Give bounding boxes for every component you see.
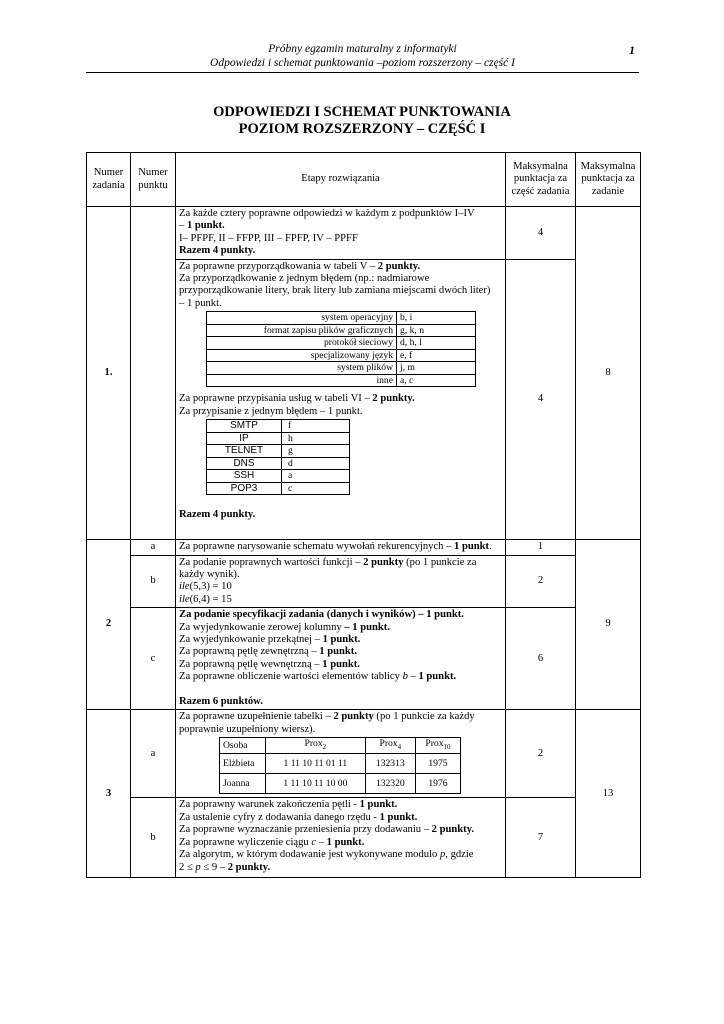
col-max-task: Maksymalna punktacja za zadanie [576,153,641,207]
table-row: specjalizowany język e, f [207,349,476,362]
page-number: 1 [629,43,635,57]
document-title: ODPOWIEDZI I SCHEMAT PUNKTOWANIA [213,104,511,120]
prox-table [219,737,461,794]
table-row: POP3 c [207,482,350,495]
table-row [87,539,641,555]
point-number: a [131,539,176,555]
task-number: 1. [87,207,131,540]
table-row: format zapisu plików graficznych g, k, n [207,324,476,337]
point-number: b [131,555,176,608]
table-row: IP h [207,432,350,445]
page-header [86,43,639,73]
table-row: inne a, c [207,374,476,387]
col-task-number: Numer zadania [87,153,131,207]
part-points: 4 [506,259,576,539]
table-row: system plików j, m [207,362,476,375]
part-points: 1 [506,539,576,555]
task-number: 2 [87,539,131,710]
point-number [131,207,176,540]
point-number: c [131,608,176,710]
table-row: SMTP f [207,420,350,433]
table-row: protokół sieciowy d, h, l [207,337,476,350]
table-header-row [87,153,641,207]
table-row: Osoba Prox$_2$ Prox$_4$ Prox$_{10}$ [220,738,461,754]
table-vi [206,419,350,495]
solution-stage: Za poprawny warunek zakończenia pętli - 1 punkt. Za ustalenie cyfry z dodawania danego rzędu - 1 punkt. Za poprawne wyznaczanie przeniesienia przy dodawaniu – 2 punkty. Za poprawne wyliczenie ciągu c – 1 punkt. Za algorytm, w którym dodawanie jest wykonywane modulo p, gdzie 2 ≤ p ≤ 9 – 2 punkty. [176,798,506,878]
document-subtitle: POZIOM ROZSZERZONY – CZĘŚĆ I [238,121,486,137]
table-row: SSH a [207,470,350,483]
table-row: DNS d [207,457,350,470]
scoring-table [86,152,641,878]
solution-stage: Za każde cztery poprawne odpowiedzi w każdym z podpunktów I–IV – 1 punkt. I– PFPF, II – FFPP, III – FPFP, IV – PPFF Razem 4 punkty. [176,207,506,260]
table-row [87,798,641,878]
part-points: 4 [506,207,576,260]
solution-stage: Za podanie specyfikacji zadania (danych i wyników) – 1 punkt. Za wyjedynkowanie zerowej kolumny – 1 punkt. Za wyjedynkowanie przekątnej – 1 punkt. Za poprawną pętlę zewnętrzną – 1 punkt. Za poprawną pętlę wewnętrzną – 1 punkt. Za poprawne obliczenie wartości elementów tablicy b – 1 punkt. Razem 6 punktów. [176,608,506,710]
table-row [87,710,641,798]
solution-stage: Za poprawne uzupełnienie tabelki – 2 punkty (po 1 punkcie za każdy poprawnie uzupełniony wiersz). Osoba Prox$_2$ Prox$_4$ Prox$_{10}$ Elżbieta 1 11 10 11 01 11 132313 1975 Joanna 1 11 10 11 10 00 132320 1976 [176,710,506,798]
table-row: system operacyjny b, i [207,312,476,325]
point-number: b [131,798,176,878]
solution-stage: Za poprawne narysowanie schematu wywołań rekurencyjnych – 1 punkt. [176,539,506,555]
solution-stage: Za podanie poprawnych wartości funkcji – 2 punkty (po 1 punkcie za każdy wynik). ile(5,3) = 10 ile(6,4) = 15 [176,555,506,608]
part-points: 2 [506,555,576,608]
col-max-part: Maksymalna punktacja za część zadania [506,153,576,207]
table-row [87,608,641,710]
table-row [87,555,641,608]
col-solution-stages: Etapy rozwiązania [176,153,506,207]
solution-stage: Za poprawne przyporządkowania w tabeli V – 2 punkty. Za przyporządkowanie z jednym błędem (np.: nadmiarowe przyporządkowanie litery, brak litery lub zamiana miejscami dwóch liter) – 1 punkt. system operacyjny b, i format zapisu plików graficznych g, k, n protokół sieciowy d, h, l specjalizowany język e, f system plików j, m inne a, c Za poprawne przypisania usług w tabeli VI – 2 punkty. Za przypisanie z jednym błędem – 1 punkt. SMTP f IP h TELNET g DNS d SSH a POP3 c Razem 4 punkty. [176,259,506,539]
task-total: 8 [576,207,641,540]
col-point-number: Numer punktu [131,153,176,207]
table-row: Joanna 1 11 10 11 10 00 132320 1976 [220,774,461,794]
part-points: 7 [506,798,576,878]
part-points: 6 [506,608,576,710]
table-v [206,311,476,387]
task-total: 9 [576,539,641,710]
header-exam-title: Próbny egzamin maturalny z informatyki [268,43,457,55]
task-number: 3 [87,710,131,878]
table-row: TELNET g [207,445,350,458]
point-number: a [131,710,176,798]
table-row: Elżbieta 1 11 10 11 01 11 132313 1975 [220,754,461,774]
table-row [87,207,641,260]
task-total: 13 [576,710,641,878]
header-subtitle: Odpowiedzi i schemat punktowania –poziom rozszerzony – część I [210,57,515,69]
part-points: 2 [506,710,576,798]
